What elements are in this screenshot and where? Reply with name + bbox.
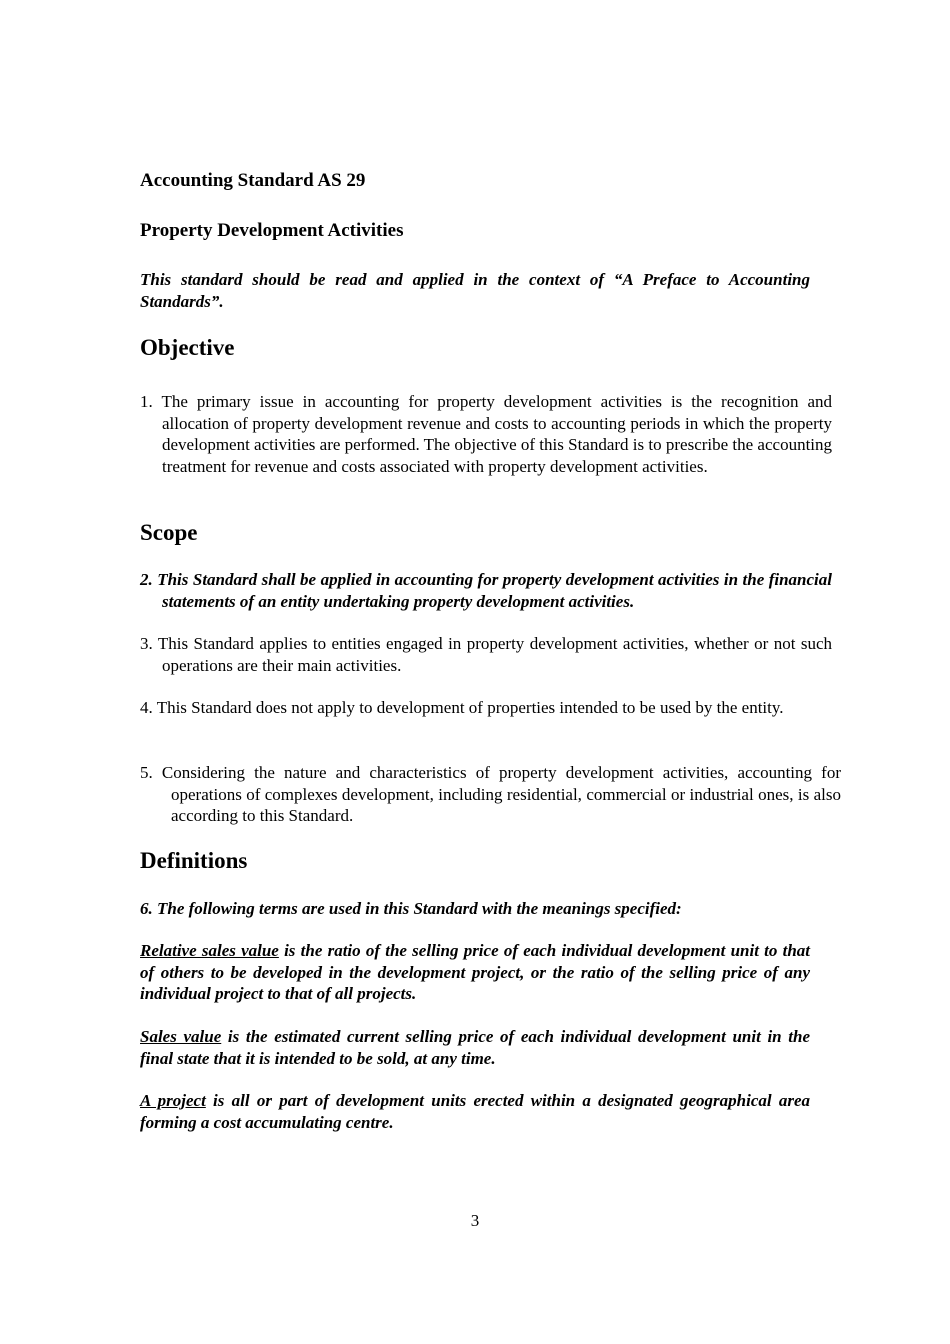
definition-term-project: A project — [140, 1091, 206, 1110]
paragraph-4 — [140, 697, 832, 719]
paragraph-5-number: 5. — [140, 763, 153, 782]
paragraph-4-number: 4. — [140, 698, 153, 717]
definition-text-relative-sales-value: is the ratio of the selling price of each individual development unit to that of others to be developed in the development project, or the ratio of the selling price of any individual project to that of all projects. — [140, 941, 810, 1003]
paragraph-3-number: 3. — [140, 634, 153, 653]
definition-term-relative-sales-value: Relative sales value — [140, 941, 279, 960]
paragraph-2-number: 2. — [140, 570, 153, 589]
definitions-heading: Definitions — [140, 848, 248, 873]
definition-project — [140, 1090, 810, 1133]
paragraph-4-text: This Standard does not apply to development of properties intended to be used by the entity. — [156, 698, 784, 717]
paragraph-1-text: The primary issue in accounting for property development activities is the recognition and allocation of property development revenue and costs to accounting periods in which the property development activities are performed. The objective of this Standard is to prescribe the accounting treatment for revenue and costs associated with property development activities. — [161, 392, 833, 476]
objective-heading: Objective — [140, 335, 235, 360]
definition-sales-value — [140, 1026, 810, 1069]
paragraph-5 — [140, 762, 841, 827]
scope-heading: Scope — [140, 520, 198, 545]
paragraph-6-text: The following terms are used in this Standard with the meanings specified: — [157, 899, 682, 918]
page-number: 3 — [470, 1211, 480, 1230]
preface-note: This standard should be read and applied in the context of “A Preface to Accounting Standards”. — [140, 270, 810, 311]
paragraph-2 — [140, 569, 832, 612]
definition-text-project: is all or part of development units erected within a designated geographical area forming a cost accumulating centre. — [140, 1091, 810, 1132]
standard-title: Accounting Standard AS 29 — [140, 170, 366, 191]
paragraph-1 — [140, 391, 832, 477]
standard-subtitle: Property Development Activities — [140, 220, 404, 241]
definition-text-sales-value: is the estimated current selling price of each individual development unit in the final state that it is intended to be sold, at any time. — [140, 1027, 810, 1068]
paragraph-6-number: 6. — [140, 899, 153, 918]
definition-relative-sales-value — [140, 940, 810, 1005]
paragraph-6 — [140, 898, 810, 920]
paragraph-3 — [140, 633, 832, 676]
definition-term-sales-value: Sales value — [140, 1027, 222, 1046]
paragraph-1-number: 1. — [140, 392, 153, 411]
paragraph-3-text: This Standard applies to entities engaged in property development activities, whether or not such operations are their main activities. — [157, 634, 832, 675]
paragraph-2-text: This Standard shall be applied in accounting for property development activities in the financial statements of an entity undertaking property development activities. — [157, 570, 832, 611]
paragraph-5-text: Considering the nature and characteristics of property development activities, accounting for operations of complexes development, including residential, commercial or industrial ones, is also according to this Standard. — [161, 763, 841, 825]
